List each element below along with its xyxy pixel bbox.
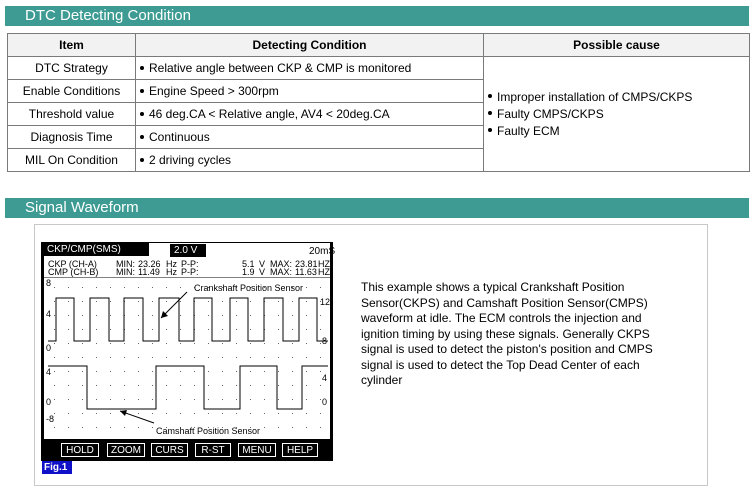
row-condition — [136, 80, 484, 103]
grid-dot — [138, 357, 139, 358]
condition-text: Relative angle between CKP & CMP is monitored — [149, 61, 412, 75]
grid-dot — [82, 371, 83, 372]
grid-dot — [110, 371, 111, 372]
grid-dot — [54, 301, 55, 302]
zoom-button[interactable]: ZOOM — [107, 443, 145, 457]
grid-dot — [320, 329, 321, 330]
ch-b-max: 11.63 — [295, 267, 317, 277]
grid-dot — [236, 329, 237, 330]
grid-dot — [250, 343, 251, 344]
grid-dot — [82, 343, 83, 344]
grid-dot — [96, 413, 97, 414]
grid-dot — [264, 399, 265, 400]
ch-b-min-label: MIN: — [116, 267, 135, 277]
grid-dot — [152, 399, 153, 400]
grid-dot — [180, 357, 181, 358]
ch-a-max-label: MAX: — [270, 259, 293, 269]
grid-dot — [236, 301, 237, 302]
grid-dot — [54, 287, 55, 288]
condition-text: 2 driving cycles — [149, 153, 232, 167]
right-scale-label: 4 — [322, 373, 328, 383]
grid-dot — [236, 343, 237, 344]
ch-a-min-label: MIN: — [116, 259, 135, 269]
grid-dot — [124, 385, 125, 386]
grid-dot — [124, 371, 125, 372]
grid-dot — [96, 385, 97, 386]
grid-dot — [68, 357, 69, 358]
grid-dot — [264, 371, 265, 372]
grid-dot — [82, 413, 83, 414]
grid-dot — [278, 329, 279, 330]
grid-dot — [208, 413, 209, 414]
section-header-dtc: DTC Detecting Condition — [5, 6, 749, 26]
bullet-icon — [488, 111, 492, 115]
grid-dot — [82, 329, 83, 330]
ch-a-min-unit: Hz — [166, 259, 177, 269]
grid-dot — [68, 329, 69, 330]
grid-dot — [166, 399, 167, 400]
ch-a-pp: 5.1 — [242, 259, 255, 269]
row-item: DTC Strategy — [8, 57, 136, 80]
grid-dot — [110, 357, 111, 358]
grid-dot — [306, 385, 307, 386]
grid-dot — [138, 371, 139, 372]
grid-dot — [68, 427, 69, 428]
grid-dot — [54, 315, 55, 316]
grid-dots — [54, 287, 321, 428]
grid-dot — [138, 287, 139, 288]
grid-dot — [264, 357, 265, 358]
grid-dot — [264, 413, 265, 414]
grid-dot — [68, 287, 69, 288]
rst-button[interactable]: R-ST — [195, 443, 231, 457]
grid-dot — [68, 301, 69, 302]
header-detecting-condition: Detecting Condition — [136, 34, 484, 57]
grid-dot — [278, 413, 279, 414]
grid-dot — [54, 329, 55, 330]
grid-dot — [208, 399, 209, 400]
oscilloscope — [41, 242, 336, 461]
grid-dot — [138, 399, 139, 400]
grid-dot — [292, 315, 293, 316]
grid-dot — [222, 413, 223, 414]
grid-dot — [250, 371, 251, 372]
bullet-icon — [140, 66, 144, 70]
grid-dot — [124, 343, 125, 344]
grid-dot — [320, 357, 321, 358]
grid-dot — [166, 343, 167, 344]
cause-item — [488, 89, 745, 106]
grid-dot — [82, 385, 83, 386]
condition-text: Engine Speed > 300rpm — [149, 84, 279, 98]
ch-b-max-label: MAX: — [270, 267, 293, 277]
grid-dot — [208, 371, 209, 372]
grid-dot — [152, 385, 153, 386]
grid-dot — [68, 399, 69, 400]
grid-dot — [222, 329, 223, 330]
grid-dot — [250, 329, 251, 330]
grid-dot — [152, 301, 153, 302]
grid-dot — [306, 413, 307, 414]
bullet-icon — [140, 158, 144, 162]
grid-dot — [222, 399, 223, 400]
grid-dot — [110, 385, 111, 386]
voltage-readout: 2.0 V — [174, 245, 198, 256]
grid-dot — [124, 287, 125, 288]
grid-dot — [208, 357, 209, 358]
grid-dot — [110, 315, 111, 316]
left-scale-label: 8 — [46, 278, 52, 288]
grid-dot — [82, 287, 83, 288]
bullet-icon — [488, 128, 492, 132]
scope-screen — [44, 243, 336, 439]
grid-dot — [306, 343, 307, 344]
cause-item — [488, 123, 745, 140]
grid-dot — [54, 413, 55, 414]
right-scale-label: 0 — [322, 397, 328, 407]
grid-dot — [222, 301, 223, 302]
left-scale-label: 4 — [46, 367, 52, 377]
row-item: Enable Conditions — [8, 80, 136, 103]
grid-dot — [320, 287, 321, 288]
grid-dot — [54, 343, 55, 344]
grid-dot — [166, 357, 167, 358]
annotation-cmp: Camshaft Position Sensor — [156, 426, 261, 436]
condition-text: 46 deg.CA < Relative angle, AV4 < 20deg.CA — [149, 107, 390, 121]
grid-dot — [96, 329, 97, 330]
cause-text: Faulty ECM — [497, 123, 560, 138]
grid-dot — [278, 315, 279, 316]
grid-dot — [124, 357, 125, 358]
grid-dot — [278, 357, 279, 358]
ch-b-pp: 1.9 — [242, 267, 255, 277]
ch-a-max: 23.81 — [295, 259, 318, 269]
bullet-icon — [488, 94, 492, 98]
left-scale-label: 0 — [46, 397, 52, 407]
grid-dot — [180, 315, 181, 316]
grid-dot — [82, 357, 83, 358]
grid-dot — [320, 315, 321, 316]
row-condition — [136, 57, 484, 80]
grid-dot — [292, 371, 293, 372]
grid-dot — [194, 385, 195, 386]
grid-dot — [166, 287, 167, 288]
grid-dot — [278, 427, 279, 428]
grid-dot — [236, 399, 237, 400]
grid-dot — [194, 343, 195, 344]
grid-dot — [82, 315, 83, 316]
grid-dot — [96, 315, 97, 316]
row-condition — [136, 103, 484, 126]
grid-dot — [320, 343, 321, 344]
grid-dot — [236, 413, 237, 414]
grid-dot — [208, 385, 209, 386]
grid-dot — [110, 301, 111, 302]
section-header-waveform: Signal Waveform — [5, 198, 749, 218]
grid-dot — [292, 329, 293, 330]
grid-dot — [208, 329, 209, 330]
grid-dot — [306, 399, 307, 400]
grid-dot — [236, 315, 237, 316]
grid-dot — [180, 343, 181, 344]
grid-dot — [180, 413, 181, 414]
grid-dot — [124, 427, 125, 428]
help-button[interactable]: HELP — [282, 443, 318, 457]
bullet-icon — [140, 135, 144, 139]
grid-dot — [306, 371, 307, 372]
grid-dot — [152, 287, 153, 288]
waveform-plot — [44, 277, 330, 439]
left-scale-label: 0 — [46, 343, 52, 353]
grid-dot — [278, 301, 279, 302]
right-scale-label: 12 — [320, 297, 331, 307]
ch-b-pp-unit: V — [259, 267, 266, 277]
grid-dot — [166, 413, 167, 414]
grid-dot — [110, 287, 111, 288]
grid-dot — [320, 371, 321, 372]
grid-dot — [222, 357, 223, 358]
grid-dot — [166, 385, 167, 386]
grid-dot — [138, 301, 139, 302]
grid-dot — [278, 385, 279, 386]
row-item: MIL On Condition — [8, 149, 136, 172]
annotation-ckp: Crankshaft Position Sensor — [194, 283, 304, 293]
grid-dot — [208, 315, 209, 316]
curs-button[interactable]: CURS — [151, 443, 188, 457]
cause-text: Faulty CMPS/CKPS — [497, 106, 604, 121]
grid-dot — [138, 413, 139, 414]
dtc-table — [7, 33, 750, 172]
grid-dot — [54, 427, 55, 428]
grid-dot — [180, 301, 181, 302]
grid-dot — [96, 399, 97, 400]
ch-a-name: CKP (CH-A) — [48, 259, 97, 269]
grid-dot — [54, 399, 55, 400]
grid-dot — [250, 315, 251, 316]
grid-dot — [180, 287, 181, 288]
grid-dot — [54, 371, 55, 372]
grid-dot — [110, 427, 111, 428]
grid-dot — [68, 343, 69, 344]
grid-dot — [152, 357, 153, 358]
grid-dot — [54, 385, 55, 386]
grid-dot — [138, 343, 139, 344]
grid-dot — [82, 301, 83, 302]
grid-dot — [320, 385, 321, 386]
grid-dot — [152, 315, 153, 316]
cmp-arrowhead — [120, 410, 127, 416]
grid-dot — [152, 427, 153, 428]
grid-dot — [152, 413, 153, 414]
grid-dot — [320, 399, 321, 400]
grid-dot — [152, 371, 153, 372]
grid-dot — [124, 399, 125, 400]
grid-dot — [208, 301, 209, 302]
bullet-icon — [140, 112, 144, 116]
grid-dot — [236, 385, 237, 386]
row-condition — [136, 126, 484, 149]
row-item: Threshold value — [8, 103, 136, 126]
grid-dot — [138, 329, 139, 330]
grid-dot — [250, 301, 251, 302]
ch-a-pp-unit: V — [259, 259, 266, 269]
figure-label: Fig.1 — [42, 461, 72, 474]
ch-a-max-unit: HZ — [318, 259, 330, 269]
grid-dot — [208, 343, 209, 344]
grid-dot — [82, 399, 83, 400]
grid-dot — [292, 343, 293, 344]
grid-dot — [194, 357, 195, 358]
grid-dot — [138, 385, 139, 386]
grid-dot — [138, 315, 139, 316]
grid-dot — [82, 427, 83, 428]
menu-button[interactable]: MENU — [238, 443, 276, 457]
grid-dot — [180, 329, 181, 330]
ch-a-pp-label: P-P: — [181, 259, 199, 269]
grid-dot — [180, 399, 181, 400]
ch-a-min: 23.26 — [138, 259, 161, 269]
grid-dot — [306, 315, 307, 316]
cmp-waveform — [48, 366, 328, 409]
grid-dot — [68, 315, 69, 316]
grid-dot — [250, 385, 251, 386]
possible-cause-cell — [484, 57, 750, 172]
grid-dot — [180, 371, 181, 372]
grid-dot — [152, 343, 153, 344]
time-readout: 20mS — [309, 246, 336, 257]
grid-dot — [306, 427, 307, 428]
grid-dot — [292, 301, 293, 302]
condition-text: Continuous — [149, 130, 210, 144]
grid-dot — [250, 399, 251, 400]
grid-dot — [222, 385, 223, 386]
grid-dot — [292, 357, 293, 358]
grid-dot — [180, 385, 181, 386]
grid-dot — [292, 413, 293, 414]
header-item: Item — [8, 34, 136, 57]
scope-title: CKP/CMP(SMS) — [47, 244, 121, 255]
grid-dot — [306, 329, 307, 330]
grid-dot — [236, 371, 237, 372]
grid-dot — [306, 301, 307, 302]
grid-dot — [278, 371, 279, 372]
grid-dot — [166, 329, 167, 330]
grid-dot — [250, 413, 251, 414]
grid-dot — [306, 287, 307, 288]
grid-dot — [194, 371, 195, 372]
grid-dot — [292, 427, 293, 428]
grid-dot — [68, 371, 69, 372]
grid-dot — [194, 413, 195, 414]
ch-b-max-unit: HZ — [318, 267, 330, 277]
grid-dot — [306, 357, 307, 358]
grid-dot — [194, 399, 195, 400]
grid-dot — [292, 385, 293, 386]
grid-dot — [166, 301, 167, 302]
grid-dot — [110, 343, 111, 344]
grid-dot — [250, 357, 251, 358]
cause-text: Improper installation of CMPS/CKPS — [497, 89, 693, 104]
bullet-icon — [140, 89, 144, 93]
grid-dot — [96, 357, 97, 358]
grid-dot — [264, 385, 265, 386]
table-header-row — [8, 34, 750, 57]
ckp-waveform — [48, 297, 331, 341]
grid-dot — [320, 427, 321, 428]
ch-b-name: CMP (CH-B) — [48, 267, 99, 277]
left-scale-label: 4 — [46, 309, 52, 319]
grid-dot — [292, 399, 293, 400]
grid-dot — [96, 371, 97, 372]
grid-dot — [166, 371, 167, 372]
table-row — [8, 57, 750, 80]
cause-item — [488, 106, 745, 123]
right-scale-label: 8 — [322, 336, 328, 346]
grid-dot — [222, 315, 223, 316]
grid-dot — [96, 287, 97, 288]
grid-dot — [68, 413, 69, 414]
ch-b-pp-label: P-P: — [181, 267, 199, 277]
grid-dot — [152, 329, 153, 330]
hold-button[interactable]: HOLD — [61, 443, 99, 457]
grid-dot — [138, 427, 139, 428]
grid-dot — [264, 343, 265, 344]
grid-dot — [278, 399, 279, 400]
waveform-description: This example shows a typical Crankshaft Position Sensor(CKPS) and Camshaft Position Sensor(CMPS) waveform at idle. The ECM controls the injection and ignition timing by using these signals. Generally CKPS signal is used to detect the piston's position and CMPS signal is used to detect the Top Dead Center of each cylinder — [361, 280, 653, 387]
ch-b-min-unit: Hz — [166, 267, 177, 277]
grid-dot — [96, 427, 97, 428]
grid-dot — [54, 357, 55, 358]
grid-dot — [96, 301, 97, 302]
grid-dot — [110, 329, 111, 330]
grid-dot — [236, 357, 237, 358]
ch-b-min: 11.49 — [138, 267, 160, 277]
header-possible-cause: Possible cause — [484, 34, 750, 57]
grid-dot — [96, 343, 97, 344]
row-item: Diagnosis Time — [8, 126, 136, 149]
grid-dot — [110, 399, 111, 400]
grid-dot — [320, 413, 321, 414]
row-condition — [136, 149, 484, 172]
grid-dot — [264, 427, 265, 428]
grid-dot — [222, 343, 223, 344]
grid-dot — [110, 413, 111, 414]
grid-dot — [222, 371, 223, 372]
grid-dot — [278, 343, 279, 344]
grid-dot — [68, 385, 69, 386]
left-scale-label: -8 — [46, 414, 55, 424]
